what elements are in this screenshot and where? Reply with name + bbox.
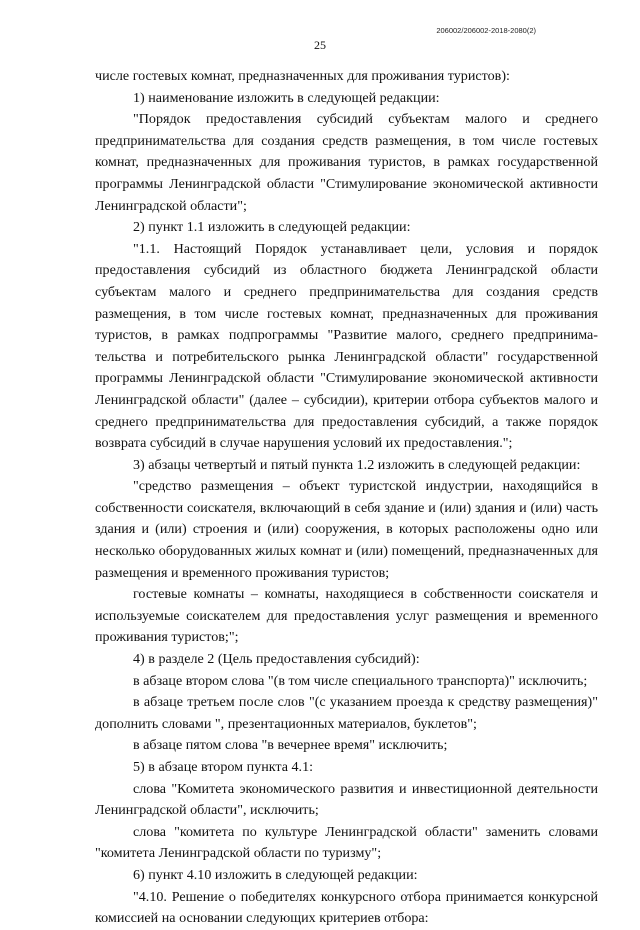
paragraph: "Порядок предоставления субсидий субъектам малого и среднего предпринимательства для создания средств размещения, в том числе гостевых комнат, предназначенных для проживания туристов, в рамках государственной программы Ленинградской области "Стимулирование экономической активности Ленинградской области";: [95, 111, 598, 214]
paragraph: в абзаце третьем после слов "(с указанием проезда к средству размещения)" дополнить словами ", презентационных материалов, буклетов";: [95, 694, 598, 732]
paragraph: слова "комитета по культуре Ленинградской области" заменить словами "комитета Ленинградской области по туризму";: [95, 823, 598, 862]
paragraph: "1.1. Настоящий Порядок устанавливает цели, условия и порядок предоставления субсидий из областного бюджета Ленинградской области субъектам малого и среднего предпринимательства для создания средств размещения, в том числе гостевых комнат, предназначенных для проживания туристов, в рамках подпрограммы "Развитие малого, среднего предпринимательства и потребительского рынка Ленинградской области" государственной программы Ленинградской области "Стимулирование экономической активности Ленинградской области" (далее – субсидии), критерии отбора субъектов малого и среднего предпринимательства для предоставления субсидий, а также порядок возврата субсидий в случае нарушения условий их предоставления.";: [95, 240, 598, 452]
paragraph: гостевые комнаты – комнаты, находящиеся в собственности соискателя и используемые соискателем для предоставления услуг размещения и временного проживания туристов;";: [95, 586, 598, 646]
paragraph: числе гостевых комнат, предназначенных для проживания туристов):: [95, 68, 510, 84]
paragraph: "средство размещения – объект туристской индустрии, находящийся в собственности соискателя, включающий в себя здание и (или) здания и (или) часть здания и (или) строения и (или) сооружения, в которых расположены одно или несколько оборудованных жилых комнат и (или) помещений, предназначенных для размещения и временного проживания туристов;: [95, 478, 598, 581]
paragraph: "4.10. Решение о победителях конкурсного отбора принимается конкурсной комиссией на основании следующих критериев отбора:: [95, 888, 598, 927]
paragraph: 6) пункт 4.10 изложить в следующей редакции:: [133, 866, 418, 883]
page-number: 25: [314, 38, 326, 52]
document-body: [95, 66, 598, 930]
paragraph: 5) в абзаце втором пункта 4.1:: [133, 759, 314, 775]
paragraph: в абзаце втором слова "(в том числе специального транспорта)" исключить;: [133, 672, 588, 689]
paragraph: 3) абзацы четвертый и пятый пункта 1.2 изложить в следующей редакции:: [133, 456, 581, 473]
paragraph: 4) в разделе 2 (Цель предоставления субсидий):: [133, 651, 420, 668]
document-id: 206002/206002-2018-2080(2): [436, 26, 536, 35]
paragraph: слова "Комитета экономического развития и инвестиционной деятельности Ленинградской области", исключить;: [95, 780, 598, 819]
paragraph: в абзаце пятом слова "в вечернее время" исключить;: [133, 737, 448, 754]
paragraph: 2) пункт 1.1 изложить в следующей редакции:: [133, 219, 411, 236]
paragraph: 1) наименование изложить в следующей редакции:: [133, 89, 440, 106]
